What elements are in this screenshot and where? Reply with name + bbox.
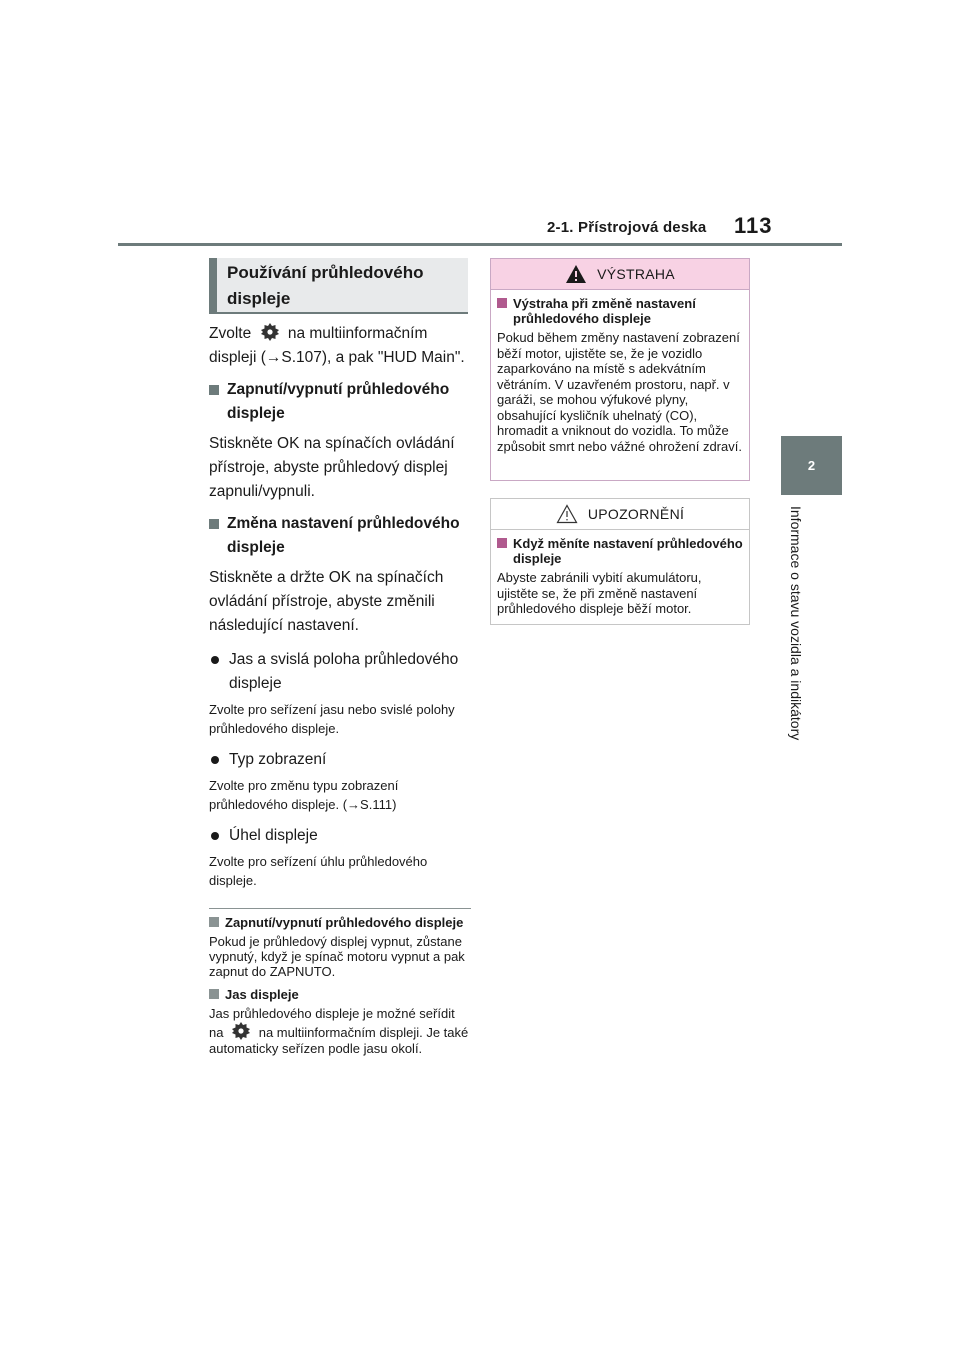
header-rule (118, 243, 842, 246)
intro-text-before: Zvolte (209, 325, 252, 342)
gear-icon (260, 322, 280, 342)
note-text: Jas průhledového displeje je možné seřídit na na multiinformačním displeji. Je také automaticky seřízen podle jasu okolí. (209, 1006, 469, 1056)
page-number: 113 (734, 213, 773, 238)
bullet-description: Zvolte pro seřízení jasu nebo svislé polohy průhledového displeje. (209, 702, 455, 736)
section-heading: Používání průhledového displeje (209, 258, 468, 312)
bullet-item: Typ zobrazení (209, 748, 471, 772)
square-bullet-icon (209, 989, 219, 999)
subsection-text: Stiskněte a držte OK na spínačích ovládání přístroje, abyste změnili následující nastavení. (209, 569, 444, 634)
warning-title: VÝSTRAHA (597, 266, 675, 282)
chapter-tab: 2 (781, 436, 842, 495)
gear-icon (231, 1021, 251, 1041)
square-bullet-icon (497, 538, 507, 548)
warning-title-bar (491, 259, 749, 290)
warning-text: Pokud během změny nastavení zobrazení běží motor, ujistěte se, že je vozidlo zaparkováno na místě s adekvátním větráním. V uzavřeném prostoru, např. v garáži, se mohou výfukové plyny, obsahující kysličník uhelnatý (CO), hromadit a vniknout do vozidla. To může způsobit smrt nebo vážné ohrožení zdraví. (497, 330, 742, 454)
caution-text: Abyste zabránili vybití akumulátoru, ujistěte se, že při změně nastavení průhledového displeje běží motor. (497, 570, 702, 616)
square-bullet-icon (209, 519, 219, 529)
caution-title: UPOZORNĚNÍ (587, 506, 685, 522)
square-bullet-icon (497, 298, 507, 308)
subsection-heading: Změna nastavení průhledového displeje (209, 512, 471, 560)
caution-heading: Když měníte nastavení průhledového displeje (497, 536, 743, 566)
bullet-dot-icon (211, 756, 219, 764)
notes-divider (209, 908, 471, 909)
note-heading: Jas displeje (209, 987, 471, 1002)
subsection-text: Stiskněte OK na spínačích ovládání přístroje, abyste průhledový displej zapnuli/vypnuli. (209, 435, 455, 500)
note-text: Pokud je průhledový displej vypnut, zůstane vypnutý, když je spínač motoru vypnut a pak zapnut do ZAPNUTO. (209, 934, 465, 979)
square-bullet-icon (209, 917, 219, 927)
note-heading: Zapnutí/vypnutí průhledového displeje (209, 915, 471, 930)
subsection-heading: Zapnutí/vypnutí průhledového displeje (209, 378, 471, 426)
bullet-item: Jas a svislá poloha průhledového displeje (209, 648, 471, 696)
warning-heading: Výstraha při změně nastavení průhledového displeje (497, 296, 743, 326)
main-column (209, 322, 471, 1064)
bullet-dot-icon (211, 832, 219, 840)
bullet-item: Úhel displeje (209, 824, 471, 848)
caution-title-bar (491, 499, 749, 530)
square-bullet-icon (209, 385, 219, 395)
intro-paragraph (209, 322, 471, 370)
caution-triangle-icon (556, 504, 578, 524)
intro-text-after: na multiinformačním displeji (→S.107), a pak "HUD Main". (209, 325, 465, 366)
bullet-description: Zvolte pro seřízení úhlu průhledového displeje. (209, 854, 428, 888)
header-section-title: 2-1. Přístrojová deska (547, 219, 707, 236)
warning-box (490, 258, 750, 481)
caution-box (490, 498, 750, 625)
warning-triangle-icon (565, 264, 587, 284)
chapter-side-title: Informace o stavu vozidla a indikátory (788, 506, 804, 741)
bullet-dot-icon (211, 656, 219, 664)
bullet-description: Zvolte pro změnu typu zobrazení průhledového displeje. (→S.111) (209, 778, 399, 812)
